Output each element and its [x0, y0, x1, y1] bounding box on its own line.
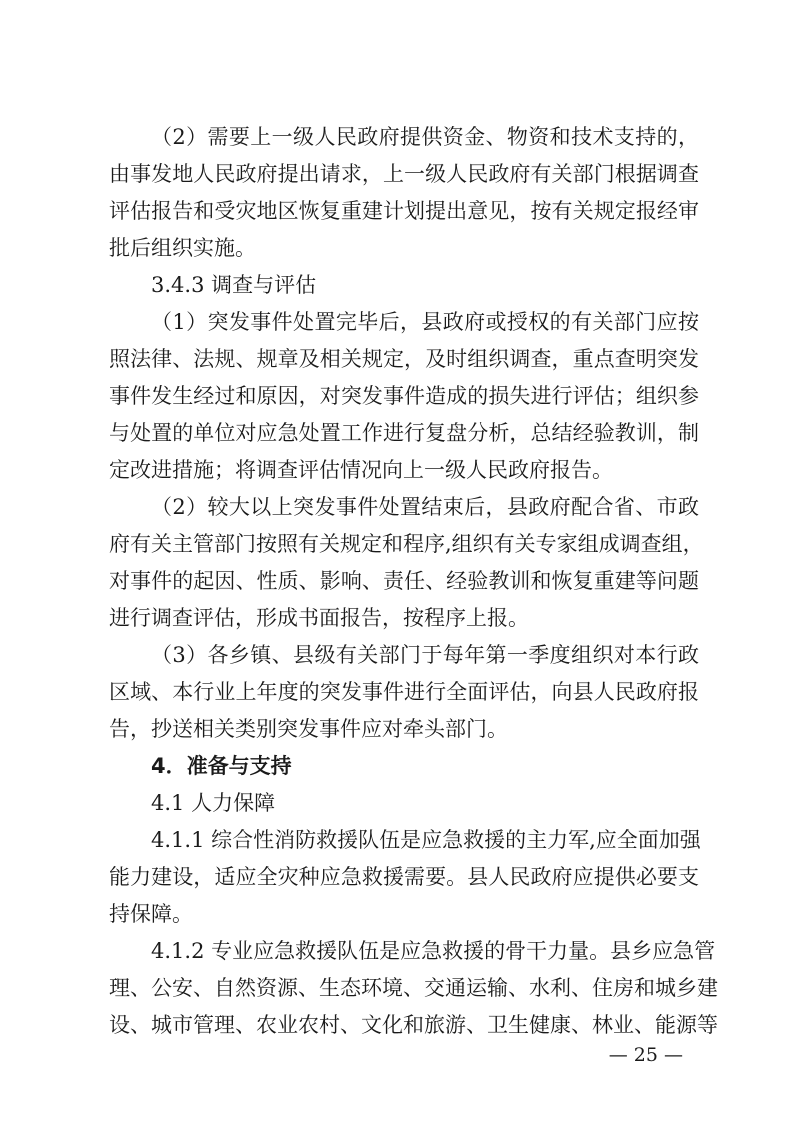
paragraph-line: 进行调查评估，形成书面报告，按程序上报。 [109, 606, 529, 630]
paragraph-line: 事件发生经过和原因，对突发事件造成的损失进行评估；组织参 [109, 384, 699, 408]
section-heading: 4.1 人力保障 [151, 791, 276, 815]
paragraph-line: 能力建设，适应全灾种应急救援需要。县人民政府应提供必要支 [109, 865, 699, 889]
paragraph-line: （2）较大以上突发事件处置结束后，县政府配合省、市政 [151, 495, 699, 519]
paragraph-line: 4.1.1 综合性消防救援队伍是应急救援的主力军,应全面加强 [151, 828, 701, 852]
paragraph-line: 对事件的起因、性质、影响、责任、经验教训和恢复重建等问题 [109, 569, 699, 593]
paragraph-line: 照法律、法规、规章及相关规定，及时组织调查，重点查明突发 [109, 347, 699, 371]
paragraph-line: 告，抄送相关类别突发事件应对牵头部门。 [109, 717, 508, 741]
paragraph-line: 评估报告和受灾地区恢复重建计划提出意见，按有关规定报经审 [109, 199, 699, 223]
page-number: — 25 — [608, 1044, 683, 1066]
paragraph-line: 批后组织实施。 [109, 236, 256, 260]
paragraph-line: 设、城市管理、农业农村、文化和旅游、卫生健康、林业、能源等 [109, 1013, 718, 1037]
paragraph-line: 定改进措施；将调查评估情况向上一级人民政府报告。 [109, 458, 613, 482]
paragraph-line: （2）需要上一级人民政府提供资金、物资和技术支持的， [151, 125, 699, 149]
paragraph-line: （3）各乡镇、县级有关部门于每年第一季度组织对本行政 [151, 643, 699, 667]
paragraph-line: 与处置的单位对应急处置工作进行复盘分析，总结经验教训，制 [109, 421, 699, 445]
paragraph-line: 理、公安、自然资源、生态环境、交通运输、水利、住房和城乡建 [109, 976, 718, 1000]
paragraph-line: 由事发地人民政府提出请求，上一级人民政府有关部门根据调查 [109, 162, 699, 186]
paragraph-line: 府有关主管部门按照有关规定和程序,组织有关专家组成调查组， [109, 532, 704, 556]
paragraph-line: 4.1.2 专业应急救援队伍是应急救援的骨干力量。县乡应急管 [151, 939, 716, 963]
paragraph-line: （1）突发事件处置完毕后，县政府或授权的有关部门应按 [151, 310, 699, 334]
chapter-heading: 4．准备与支持 [151, 754, 292, 778]
paragraph-line: 区域、本行业上年度的突发事件进行全面评估，向县人民政府报 [109, 680, 699, 704]
section-heading: 3.4.3 调查与评估 [151, 273, 317, 297]
paragraph-line: 持保障。 [109, 902, 193, 926]
